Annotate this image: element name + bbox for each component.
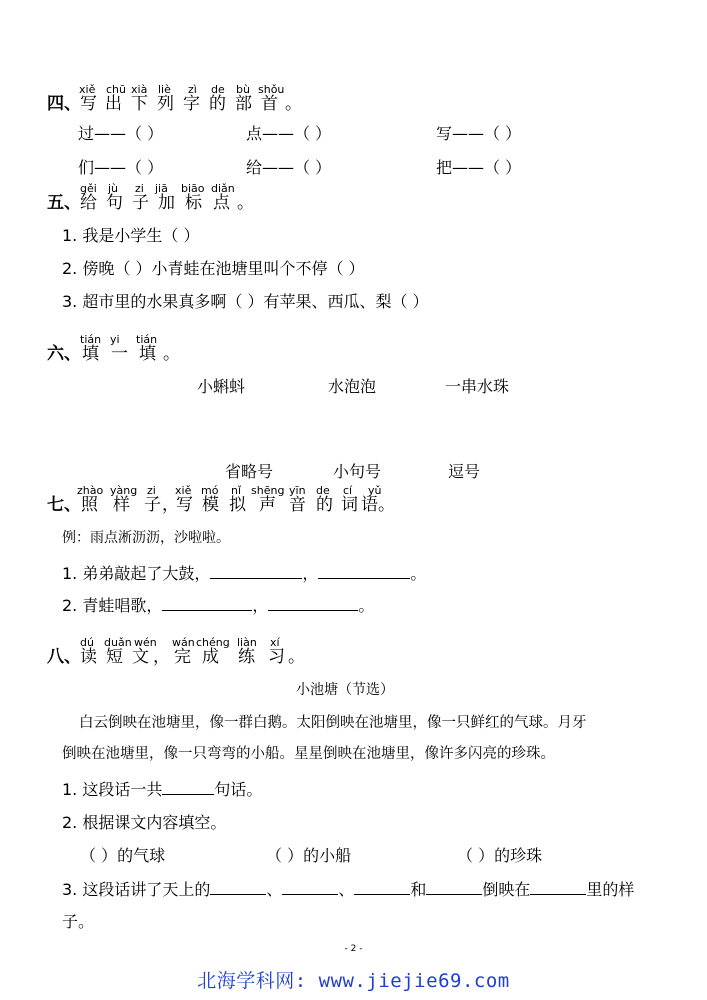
pinyin: chéng — [196, 636, 230, 649]
heading-char: 填 — [82, 344, 99, 364]
pinyin: xià — [131, 83, 148, 96]
footer-watermark: 北海学科网: www.jiejie69.com — [197, 970, 510, 992]
heading-char: 下 — [131, 94, 148, 114]
heading-char: 。 — [285, 94, 302, 114]
pinyin: dú — [80, 636, 94, 649]
heading-char: 出 — [105, 94, 122, 114]
pinyin: tián — [136, 333, 158, 346]
heading-char: 列 — [157, 94, 174, 114]
question-8-3 — [62, 880, 634, 900]
heading-char: 写 — [176, 495, 193, 515]
fill-item: （ ）的气球 — [80, 846, 166, 865]
heading-char: 。 — [378, 495, 395, 515]
pinyin: xí — [270, 636, 280, 649]
radical-item: 写——（ ） — [436, 124, 522, 143]
heading-char: 样 — [113, 495, 130, 515]
pinyin: zi — [135, 182, 144, 195]
pinyin: mó — [201, 484, 219, 497]
question-text-continued: 子。 — [62, 912, 95, 931]
section-number: 六、 — [47, 344, 81, 364]
word-option: 水泡泡 — [328, 377, 377, 396]
heading-char: 练 — [238, 647, 255, 667]
punctuation-item: 2. 傍晚（ ）小青蛙在池塘里叫个不停（ ） — [62, 259, 365, 278]
answer-blank[interactable] — [530, 880, 586, 895]
separator: 、 — [338, 880, 355, 899]
pinyin: xiě — [79, 83, 96, 96]
heading-char: 习 — [268, 647, 285, 667]
conjunction: 和 — [410, 880, 427, 899]
question-7-2 — [62, 596, 374, 616]
question-8-2: 2. 根据课文内容填空。 — [62, 813, 227, 832]
question-text: 句话。 — [214, 780, 263, 799]
heading-char: 的 — [209, 94, 226, 114]
example-text: 例：雨点淅沥沥，沙啦啦。 — [62, 530, 230, 546]
pinyin: jù — [108, 182, 119, 195]
word-option: 小蝌蚪 — [197, 377, 246, 396]
heading-char: 给 — [80, 193, 97, 213]
pinyin: diǎn — [211, 182, 235, 195]
passage-title: 小池塘（节选） — [296, 682, 394, 698]
answer-blank[interactable] — [162, 596, 252, 611]
pinyin: zì — [188, 83, 197, 96]
heading-char: 语 — [361, 495, 378, 515]
pinyin: liè — [158, 83, 171, 96]
punctuation-name: 小句号 — [333, 462, 382, 481]
passage-line: 倒映在池塘里，像一只弯弯的小船。星星倒映在池塘里，像许多闪亮的珍珠。 — [62, 746, 555, 762]
heading-char: 成 — [202, 647, 219, 667]
heading-char: ， — [153, 647, 170, 667]
pinyin: liàn — [237, 636, 257, 649]
heading-char: 子 — [144, 495, 161, 515]
comma: ， — [302, 564, 319, 583]
heading-char: 部 — [235, 94, 252, 114]
heading-char: 写 — [80, 94, 97, 114]
heading-char: 音 — [289, 495, 306, 515]
pinyin: yǔ — [368, 484, 382, 497]
pinyin: shǒu — [258, 83, 285, 96]
radical-item: 们——（ ） — [78, 158, 164, 177]
section-number: 八、 — [47, 647, 81, 667]
heading-char: 首 — [261, 94, 278, 114]
pinyin: gěi — [80, 182, 97, 195]
radical-item: 点——（ ） — [246, 124, 332, 143]
heading-char: 文 — [132, 647, 149, 667]
pinyin: duǎn — [104, 636, 132, 649]
pinyin: yīn — [289, 484, 306, 497]
radical-item: 给——（ ） — [246, 158, 332, 177]
passage-line: 白云倒映在池塘里，像一群白鹅。太阳倒映在池塘里，像一只鲜红的气球。月牙 — [79, 715, 587, 731]
pinyin: jiā — [155, 182, 168, 195]
heading-char: 字 — [183, 94, 200, 114]
pinyin: wén — [134, 636, 157, 649]
separator: 、 — [266, 880, 283, 899]
pinyin: wán — [172, 636, 195, 649]
pinyin: xiě — [175, 484, 192, 497]
period: 。 — [358, 596, 375, 615]
pinyin: cí — [343, 484, 353, 497]
heading-char: 点 — [213, 193, 230, 213]
heading-char: 一 — [111, 344, 128, 364]
radical-item: 过——（ ） — [78, 124, 164, 143]
section-number: 四、 — [47, 94, 81, 114]
answer-blank[interactable] — [426, 880, 482, 895]
pinyin: de — [316, 484, 330, 497]
radical-item: 把——（ ） — [436, 158, 522, 177]
punctuation-name: 省略号 — [225, 462, 274, 481]
heading-char: 标 — [185, 193, 202, 213]
heading-char: 子 — [132, 193, 149, 213]
heading-char: 的 — [316, 495, 333, 515]
pinyin: de — [211, 83, 225, 96]
heading-char: 词 — [341, 495, 358, 515]
period: 。 — [410, 564, 427, 583]
pinyin: yi — [110, 333, 120, 346]
heading-char: 。 — [237, 193, 254, 213]
heading-char: 句 — [106, 193, 123, 213]
fill-item: （ ）的小船 — [266, 846, 352, 865]
question-text: 1. 弟弟敲起了大鼓， — [62, 564, 211, 583]
pinyin: nǐ — [231, 484, 242, 497]
section-number: 七、 — [47, 495, 81, 515]
question-text: 倒映在 — [482, 880, 531, 899]
pinyin: yàng — [110, 484, 138, 497]
fill-item: （ ）的珍珠 — [457, 846, 543, 865]
punctuation-name: 逗号 — [448, 462, 481, 481]
answer-blank[interactable] — [210, 880, 266, 895]
comma: ， — [252, 596, 269, 615]
heading-char: 照 — [81, 495, 98, 515]
heading-char: 。 — [288, 647, 305, 667]
word-option: 一串水珠 — [445, 377, 510, 396]
answer-blank[interactable] — [354, 880, 410, 895]
question-text: 里的样 — [586, 880, 635, 899]
pinyin: zi — [147, 484, 156, 497]
question-text: 2. 青蛙唱歌， — [62, 596, 163, 615]
answer-blank[interactable] — [282, 880, 338, 895]
pinyin: shēng — [251, 484, 285, 497]
punctuation-item: 3. 超市里的水果真多啊（ ）有苹果、西瓜、梨（ ） — [62, 292, 429, 311]
heading-char: 读 — [80, 647, 97, 667]
pinyin: bù — [236, 83, 250, 96]
pinyin: biāo — [181, 182, 205, 195]
heading-char: ， — [162, 495, 179, 515]
section-number: 五、 — [47, 193, 81, 213]
question-8-1 — [62, 780, 262, 800]
question-text: 3. 这段话讲了天上的 — [62, 880, 211, 899]
heading-char: 短 — [106, 647, 123, 667]
answer-blank[interactable] — [210, 564, 302, 579]
heading-char: 拟 — [229, 495, 246, 515]
question-7-1 — [62, 564, 426, 584]
answer-blank[interactable] — [318, 564, 410, 579]
page-number: - 2 - — [344, 944, 363, 954]
pinyin: zhào — [77, 484, 104, 497]
answer-blank[interactable] — [162, 780, 214, 795]
heading-char: 填 — [139, 344, 156, 364]
heading-char: 加 — [158, 193, 175, 213]
answer-blank[interactable] — [268, 596, 358, 611]
heading-char: 完 — [174, 647, 191, 667]
heading-char: 模 — [202, 495, 219, 515]
pinyin: tián — [80, 333, 102, 346]
pinyin: chū — [106, 83, 126, 96]
heading-char: 。 — [163, 344, 180, 364]
question-text: 1. 这段话一共 — [62, 780, 163, 799]
punctuation-item: 1. 我是小学生（ ） — [62, 226, 200, 245]
heading-char: 声 — [259, 495, 276, 515]
